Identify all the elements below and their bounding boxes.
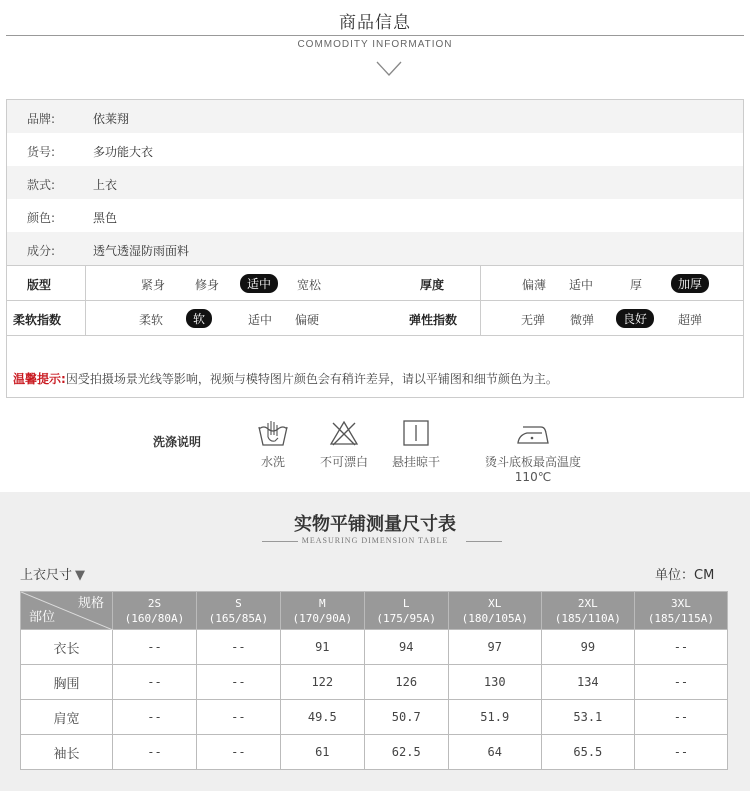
info-row-material [7, 232, 743, 265]
size-subtitle: MEASURING DIMENSION TABLE [301, 536, 449, 545]
size-column-header: S (165/85A) [196, 592, 280, 630]
table-cell: 51.9 [448, 700, 541, 735]
notice [13, 370, 558, 387]
info-row-brand [7, 100, 743, 133]
table-row [21, 700, 728, 735]
row-label: 胸围 [21, 665, 113, 700]
size-table [20, 591, 728, 770]
table-cell: 65.5 [541, 735, 634, 770]
table-cell: -- [634, 630, 727, 665]
size-column-header: L (175/95A) [364, 592, 448, 630]
info-value: 多功能大衣 [93, 145, 154, 159]
table-cell: 61 [280, 735, 364, 770]
softness-label: 柔软指数 [13, 313, 62, 327]
wash-text: 水洗 [260, 455, 285, 469]
size-title: 实物平铺测量尺寸表 [294, 514, 456, 535]
hang-dry-icon [402, 419, 430, 447]
info-key: 品牌: [27, 112, 56, 126]
wash-item [390, 419, 442, 470]
row-label: 肩宽 [21, 700, 113, 735]
fit-option: 修身 [195, 278, 220, 292]
size-column-header: 2XL (185/110A) [541, 592, 634, 630]
table-cell: -- [634, 700, 727, 735]
table-cell: 62.5 [364, 735, 448, 770]
thickness-option: 偏薄 [522, 278, 547, 292]
info-value: 黑色 [93, 211, 118, 225]
info-key: 款式: [27, 178, 56, 192]
thickness-option-selected: 加厚 [671, 274, 709, 293]
triangle-down-icon: ▼ [75, 568, 86, 583]
size-section-label: 上衣尺寸 ▼ [20, 568, 86, 583]
softness-option: 柔软 [139, 313, 164, 327]
size-column-header: 3XL (185/115A) [634, 592, 727, 630]
divider [6, 35, 744, 36]
row-label: 衣长 [21, 630, 113, 665]
table-cell: 130 [448, 665, 541, 700]
table-cell: -- [196, 630, 280, 665]
elasticity-option-selected: 良好 [616, 309, 654, 328]
table-row [21, 665, 728, 700]
softness-option-selected: 软 [186, 309, 212, 328]
wash-label: 洗涤说明 [153, 435, 202, 449]
wash-item [255, 419, 291, 470]
table-cell: 134 [541, 665, 634, 700]
wash-text: 烫斗底板最高温度110℃ [484, 455, 581, 484]
corner-header [21, 592, 113, 630]
info-row-style [7, 166, 743, 199]
table-cell: -- [196, 735, 280, 770]
info-value: 透气透湿防雨面料 [93, 244, 190, 258]
unit-label: 单位：CM [655, 568, 715, 583]
table-cell: -- [196, 700, 280, 735]
wash-item [470, 419, 596, 484]
table-cell: -- [634, 735, 727, 770]
section-title: 商品信息 [339, 13, 411, 33]
fit-option: 紧身 [141, 278, 166, 292]
size-column-header: M (170/90A) [280, 592, 364, 630]
table-cell: 53.1 [541, 700, 634, 735]
no-bleach-icon [329, 419, 359, 447]
table-cell: -- [113, 700, 197, 735]
info-key: 货号: [27, 145, 56, 159]
table-cell: 91 [280, 630, 364, 665]
corner-spec: 规格 [77, 596, 104, 611]
fit-option-selected: 适中 [240, 274, 278, 293]
table-cell: -- [113, 630, 197, 665]
wash-text: 不可漂白 [319, 455, 368, 469]
elasticity-option: 超弹 [678, 313, 703, 327]
product-info-panel [6, 99, 744, 398]
attribute-row [7, 300, 743, 335]
info-row-item-no [7, 133, 743, 166]
table-cell: 99 [541, 630, 634, 665]
thickness-option: 适中 [569, 278, 594, 292]
notice-text: 因受拍摄场景光线等影响，视频与模特图片颜色会有稍许差异，请以平铺图和细节颜色为主。 [65, 372, 558, 386]
hand-wash-icon [256, 419, 290, 447]
table-cell: -- [113, 665, 197, 700]
thickness-label: 厚度 [420, 278, 445, 292]
iron-icon [515, 419, 551, 447]
elasticity-label: 弹性指数 [409, 313, 458, 327]
elasticity-option: 微弹 [570, 313, 595, 327]
table-cell: 122 [280, 665, 364, 700]
attribute-row [7, 265, 743, 300]
table-cell: 49.5 [280, 700, 364, 735]
notice-label: 温馨提示: [13, 372, 66, 386]
softness-option: 偏硬 [295, 313, 320, 327]
table-cell: 94 [364, 630, 448, 665]
table-cell: 64 [448, 735, 541, 770]
corner-part: 部位 [29, 610, 56, 625]
info-value: 依莱翔 [93, 112, 130, 126]
table-cell: 126 [364, 665, 448, 700]
table-cell: -- [634, 665, 727, 700]
info-key: 颜色: [27, 211, 56, 225]
table-row [21, 735, 728, 770]
info-value: 上衣 [93, 178, 118, 192]
info-key: 成分: [27, 244, 56, 258]
fit-option: 宽松 [297, 278, 322, 292]
size-column-header: XL (180/105A) [448, 592, 541, 630]
table-cell: -- [113, 735, 197, 770]
wash-text: 悬挂晾干 [391, 455, 440, 469]
table-row [21, 630, 728, 665]
size-column-header: 2S (160/80A) [113, 592, 197, 630]
chevron-down-icon [376, 60, 402, 78]
table-cell: 97 [448, 630, 541, 665]
elasticity-option: 无弹 [521, 313, 546, 327]
softness-option: 适中 [248, 313, 273, 327]
table-cell: 50.7 [364, 700, 448, 735]
wash-item [318, 419, 370, 470]
fit-label: 版型 [27, 278, 52, 292]
section-subtitle: COMMODITY INFORMATION [297, 39, 453, 50]
table-cell: -- [196, 665, 280, 700]
table-header-row [21, 592, 728, 630]
info-row-color [7, 199, 743, 232]
thickness-option: 厚 [630, 278, 643, 292]
row-label: 袖长 [21, 735, 113, 770]
